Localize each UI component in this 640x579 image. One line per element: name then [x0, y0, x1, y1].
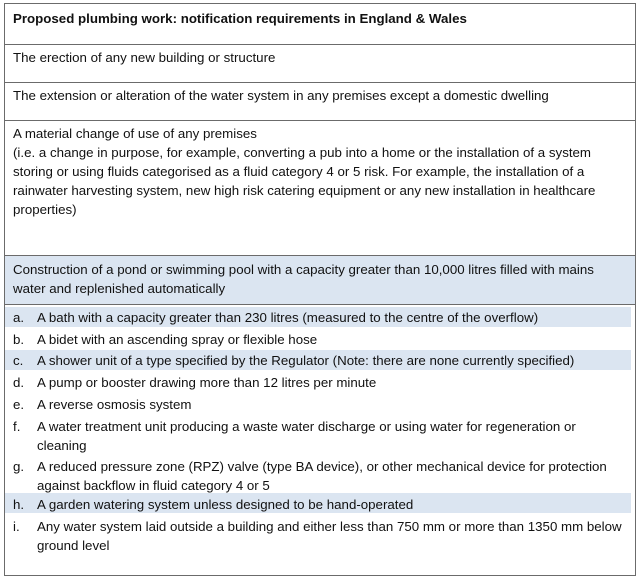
- item-letter: g.: [13, 459, 25, 474]
- item-letter: h.: [13, 497, 25, 512]
- row-text: The extension or alteration of the water system in any premises except a domestic dwelling: [13, 88, 549, 103]
- table-row: [5, 83, 635, 121]
- item-text: Any water system laid outside a building and either less than 750 mm or more than 1350 mm below ground level: [37, 519, 622, 553]
- item-text: A reduced pressure zone (RPZ) valve (type BA device), or other mechanical device for protection against backflow in fluid category 4 or 5: [37, 459, 607, 493]
- table-row: [5, 121, 635, 256]
- item-text: A bath with a capacity greater than 230 litres (measured to the centre of the overflow): [37, 310, 539, 325]
- item-letter: e.: [13, 397, 25, 412]
- item-text: A pump or booster drawing more than 12 litres per minute: [37, 375, 377, 390]
- item-letter: c.: [13, 353, 24, 368]
- table-title-row: [5, 4, 635, 45]
- item-text: A bidet with an ascending spray or flexible hose: [37, 332, 318, 347]
- table-title: Proposed plumbing work: notification requirements in England & Wales: [13, 11, 467, 26]
- row-text: The erection of any new building or structure: [13, 50, 276, 65]
- item-letter: i.: [13, 519, 20, 534]
- table-row-shaded: [5, 256, 635, 305]
- item-letter: a.: [13, 310, 25, 325]
- item-text: A garden watering system unless designed to be hand-operated: [37, 497, 414, 512]
- item-letter: d.: [13, 375, 25, 390]
- item-text: A reverse osmosis system: [37, 397, 192, 412]
- row-text: Construction of a pond or swimming pool with a capacity greater than 10,000 litres filled with mains water and replenished automatically: [13, 262, 594, 296]
- appliance-list-row: [5, 305, 635, 576]
- row-text: A material change of use of any premises (i.e. a change in purpose, for example, converting a pub into a home or the installation of a system storing or using fluids categorised as a fluid category 4 or 5 risk. For example, the installation of a rainwater harvesting system, new high risk catering equipment or any new installation in healthcare properties): [13, 126, 596, 217]
- item-text: A water treatment unit producing a waste water discharge or using water for regeneration or cleaning: [37, 419, 576, 453]
- item-letter: b.: [13, 332, 25, 347]
- notification-requirements-table: [4, 3, 636, 576]
- item-text: A shower unit of a type specified by the Regulator (Note: there are none currently specified): [37, 353, 575, 368]
- item-letter: f.: [13, 419, 21, 434]
- table-row: [5, 45, 635, 83]
